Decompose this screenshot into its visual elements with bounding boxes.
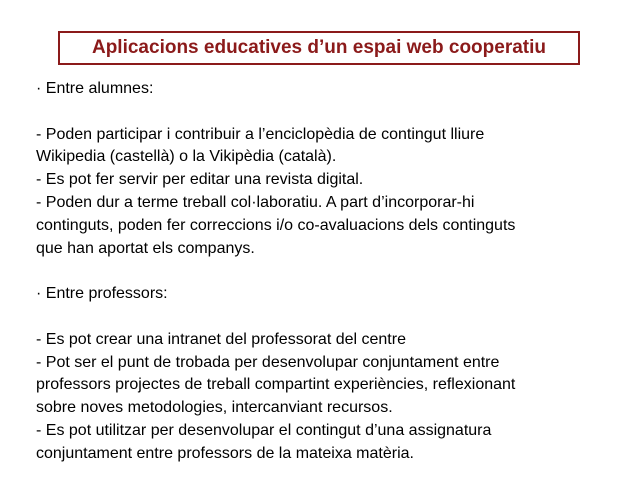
teachers-line: conjuntament entre professors de la mateixa matèria. bbox=[36, 444, 414, 462]
teachers-heading: · Entre professors: bbox=[36, 285, 168, 303]
students-line: - Poden participar i contribuir a l’enciclopèdia de contingut lliure bbox=[36, 125, 485, 143]
title-box bbox=[58, 31, 580, 65]
teachers-line: - Es pot crear una intranet del professorat del centre bbox=[36, 330, 406, 348]
slide-body bbox=[36, 78, 626, 466]
spacer bbox=[36, 101, 626, 124]
students-line: que han aportat els companys. bbox=[36, 239, 255, 257]
students-heading: · Entre alumnes: bbox=[36, 80, 154, 97]
teachers-line: - Es pot utilitzar per desenvolupar el contingut d’una assignatura bbox=[36, 421, 492, 439]
spacer bbox=[36, 306, 626, 329]
spacer bbox=[36, 260, 626, 283]
slide-title: Aplicacions educatives d’un espai web cooperatiu bbox=[91, 37, 546, 58]
teachers-line: sobre noves metodologies, intercanviant recursos. bbox=[36, 399, 393, 417]
students-line: - Es pot fer servir per editar una revista digital. bbox=[36, 171, 364, 189]
students-line: Wikipedia (castellà) o la Vikipèdia (català). bbox=[36, 148, 337, 166]
students-line: continguts, poden fer correccions i/o co-avaluacions dels continguts bbox=[36, 216, 516, 234]
teachers-line: - Pot ser el punt de trobada per desenvolupar conjuntament entre bbox=[36, 353, 500, 371]
teachers-line: professors projectes de treball compartint experiències, reflexionant bbox=[36, 376, 516, 394]
students-line: - Poden dur a terme treball col·laboratiu. A part d’incorporar-hi bbox=[36, 193, 475, 211]
